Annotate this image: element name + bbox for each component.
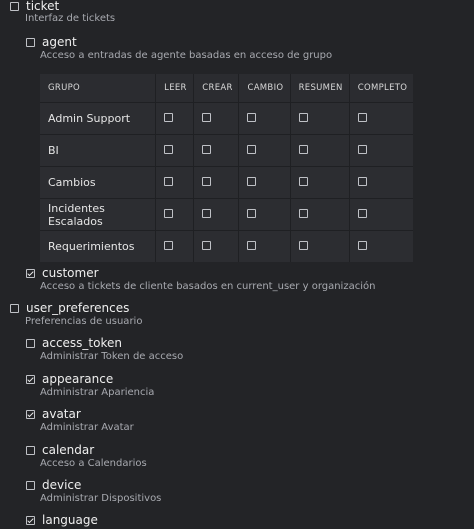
resumen-checkbox[interactable] <box>299 145 308 154</box>
leer-checkbox[interactable] <box>164 177 173 186</box>
appearance-checkbox[interactable] <box>26 375 35 384</box>
permission-user-preferences[interactable] <box>10 302 129 314</box>
avatar-label: avatar <box>42 407 81 421</box>
calendar-label: calendar <box>42 443 95 457</box>
header-cambio: CAMBIO <box>239 74 290 103</box>
user-preferences-label: user_preferences <box>26 301 130 315</box>
avatar-desc: Administrar Avatar <box>40 422 134 433</box>
crear-checkbox[interactable] <box>202 113 211 122</box>
user-preferences-desc: Preferencias de usuario <box>25 316 143 327</box>
leer-checkbox[interactable] <box>164 145 173 154</box>
header-leer: LEER <box>156 74 194 103</box>
agent-desc: Acceso a entradas de agente basadas en acceso de grupo <box>40 50 333 61</box>
group-permissions-table <box>40 74 413 262</box>
crear-checkbox[interactable] <box>202 145 211 154</box>
resumen-checkbox[interactable] <box>299 177 308 186</box>
completo-checkbox[interactable] <box>358 177 367 186</box>
language-checkbox[interactable] <box>26 516 35 525</box>
cambio-checkbox[interactable] <box>247 209 256 218</box>
calendar-checkbox[interactable] <box>26 446 35 455</box>
group-name: BI <box>40 135 156 167</box>
crear-checkbox[interactable] <box>202 241 211 250</box>
group-name: Cambios <box>40 167 156 199</box>
table-row <box>40 231 413 263</box>
header-crear: CREAR <box>194 74 239 103</box>
permission-access-token[interactable] <box>26 337 122 349</box>
leer-checkbox[interactable] <box>164 241 173 250</box>
device-checkbox[interactable] <box>26 481 35 490</box>
customer-checkbox[interactable] <box>26 269 35 278</box>
resumen-checkbox[interactable] <box>299 113 308 122</box>
resumen-checkbox[interactable] <box>299 209 308 218</box>
table-row <box>40 199 413 231</box>
group-name: Admin Support <box>40 103 156 135</box>
agent-checkbox[interactable] <box>26 38 35 47</box>
table-row <box>40 135 413 167</box>
header-resumen: RESUMEN <box>290 74 349 103</box>
access-token-desc: Administrar Token de acceso <box>40 351 184 362</box>
permission-avatar[interactable] <box>26 408 81 420</box>
header-grupo: GRUPO <box>40 74 156 103</box>
table-row <box>40 103 413 135</box>
completo-checkbox[interactable] <box>358 241 367 250</box>
completo-checkbox[interactable] <box>358 209 367 218</box>
device-desc: Administrar Dispositivos <box>40 493 162 504</box>
table-row <box>40 167 413 199</box>
permission-appearance[interactable] <box>26 373 113 385</box>
cambio-checkbox[interactable] <box>247 145 256 154</box>
access-token-label: access_token <box>42 336 122 350</box>
completo-checkbox[interactable] <box>358 145 367 154</box>
ticket-desc: Interfaz de tickets <box>25 13 116 24</box>
cambio-checkbox[interactable] <box>247 113 256 122</box>
agent-label: agent <box>42 35 77 49</box>
permission-agent[interactable] <box>26 36 77 48</box>
access-token-checkbox[interactable] <box>26 339 35 348</box>
avatar-checkbox[interactable] <box>26 410 35 419</box>
calendar-desc: Acceso a Calendarios <box>40 458 147 469</box>
group-name: Requerimientos <box>40 231 156 263</box>
ticket-checkbox[interactable] <box>10 2 19 11</box>
appearance-label: appearance <box>42 372 114 386</box>
cambio-checkbox[interactable] <box>247 241 256 250</box>
cambio-checkbox[interactable] <box>247 177 256 186</box>
group-name: Incidentes Escalados <box>40 199 156 231</box>
permission-customer[interactable] <box>26 267 99 279</box>
header-completo: COMPLETO <box>349 74 413 103</box>
customer-desc: Acceso a tickets de cliente basados en current_user y organización <box>40 281 376 292</box>
table-header-row <box>40 74 413 103</box>
crear-checkbox[interactable] <box>202 177 211 186</box>
permission-calendar[interactable] <box>26 444 94 456</box>
leer-checkbox[interactable] <box>164 209 173 218</box>
customer-label: customer <box>42 266 99 280</box>
permission-language[interactable] <box>26 514 98 526</box>
completo-checkbox[interactable] <box>358 113 367 122</box>
user-preferences-checkbox[interactable] <box>10 304 19 313</box>
ticket-label: ticket <box>26 0 60 13</box>
appearance-desc: Administrar Apariencia <box>40 387 155 398</box>
crear-checkbox[interactable] <box>202 209 211 218</box>
permission-ticket[interactable] <box>10 0 59 12</box>
device-label: device <box>42 478 82 492</box>
language-label: language <box>42 513 98 527</box>
permission-device[interactable] <box>26 479 81 491</box>
resumen-checkbox[interactable] <box>299 241 308 250</box>
leer-checkbox[interactable] <box>164 113 173 122</box>
